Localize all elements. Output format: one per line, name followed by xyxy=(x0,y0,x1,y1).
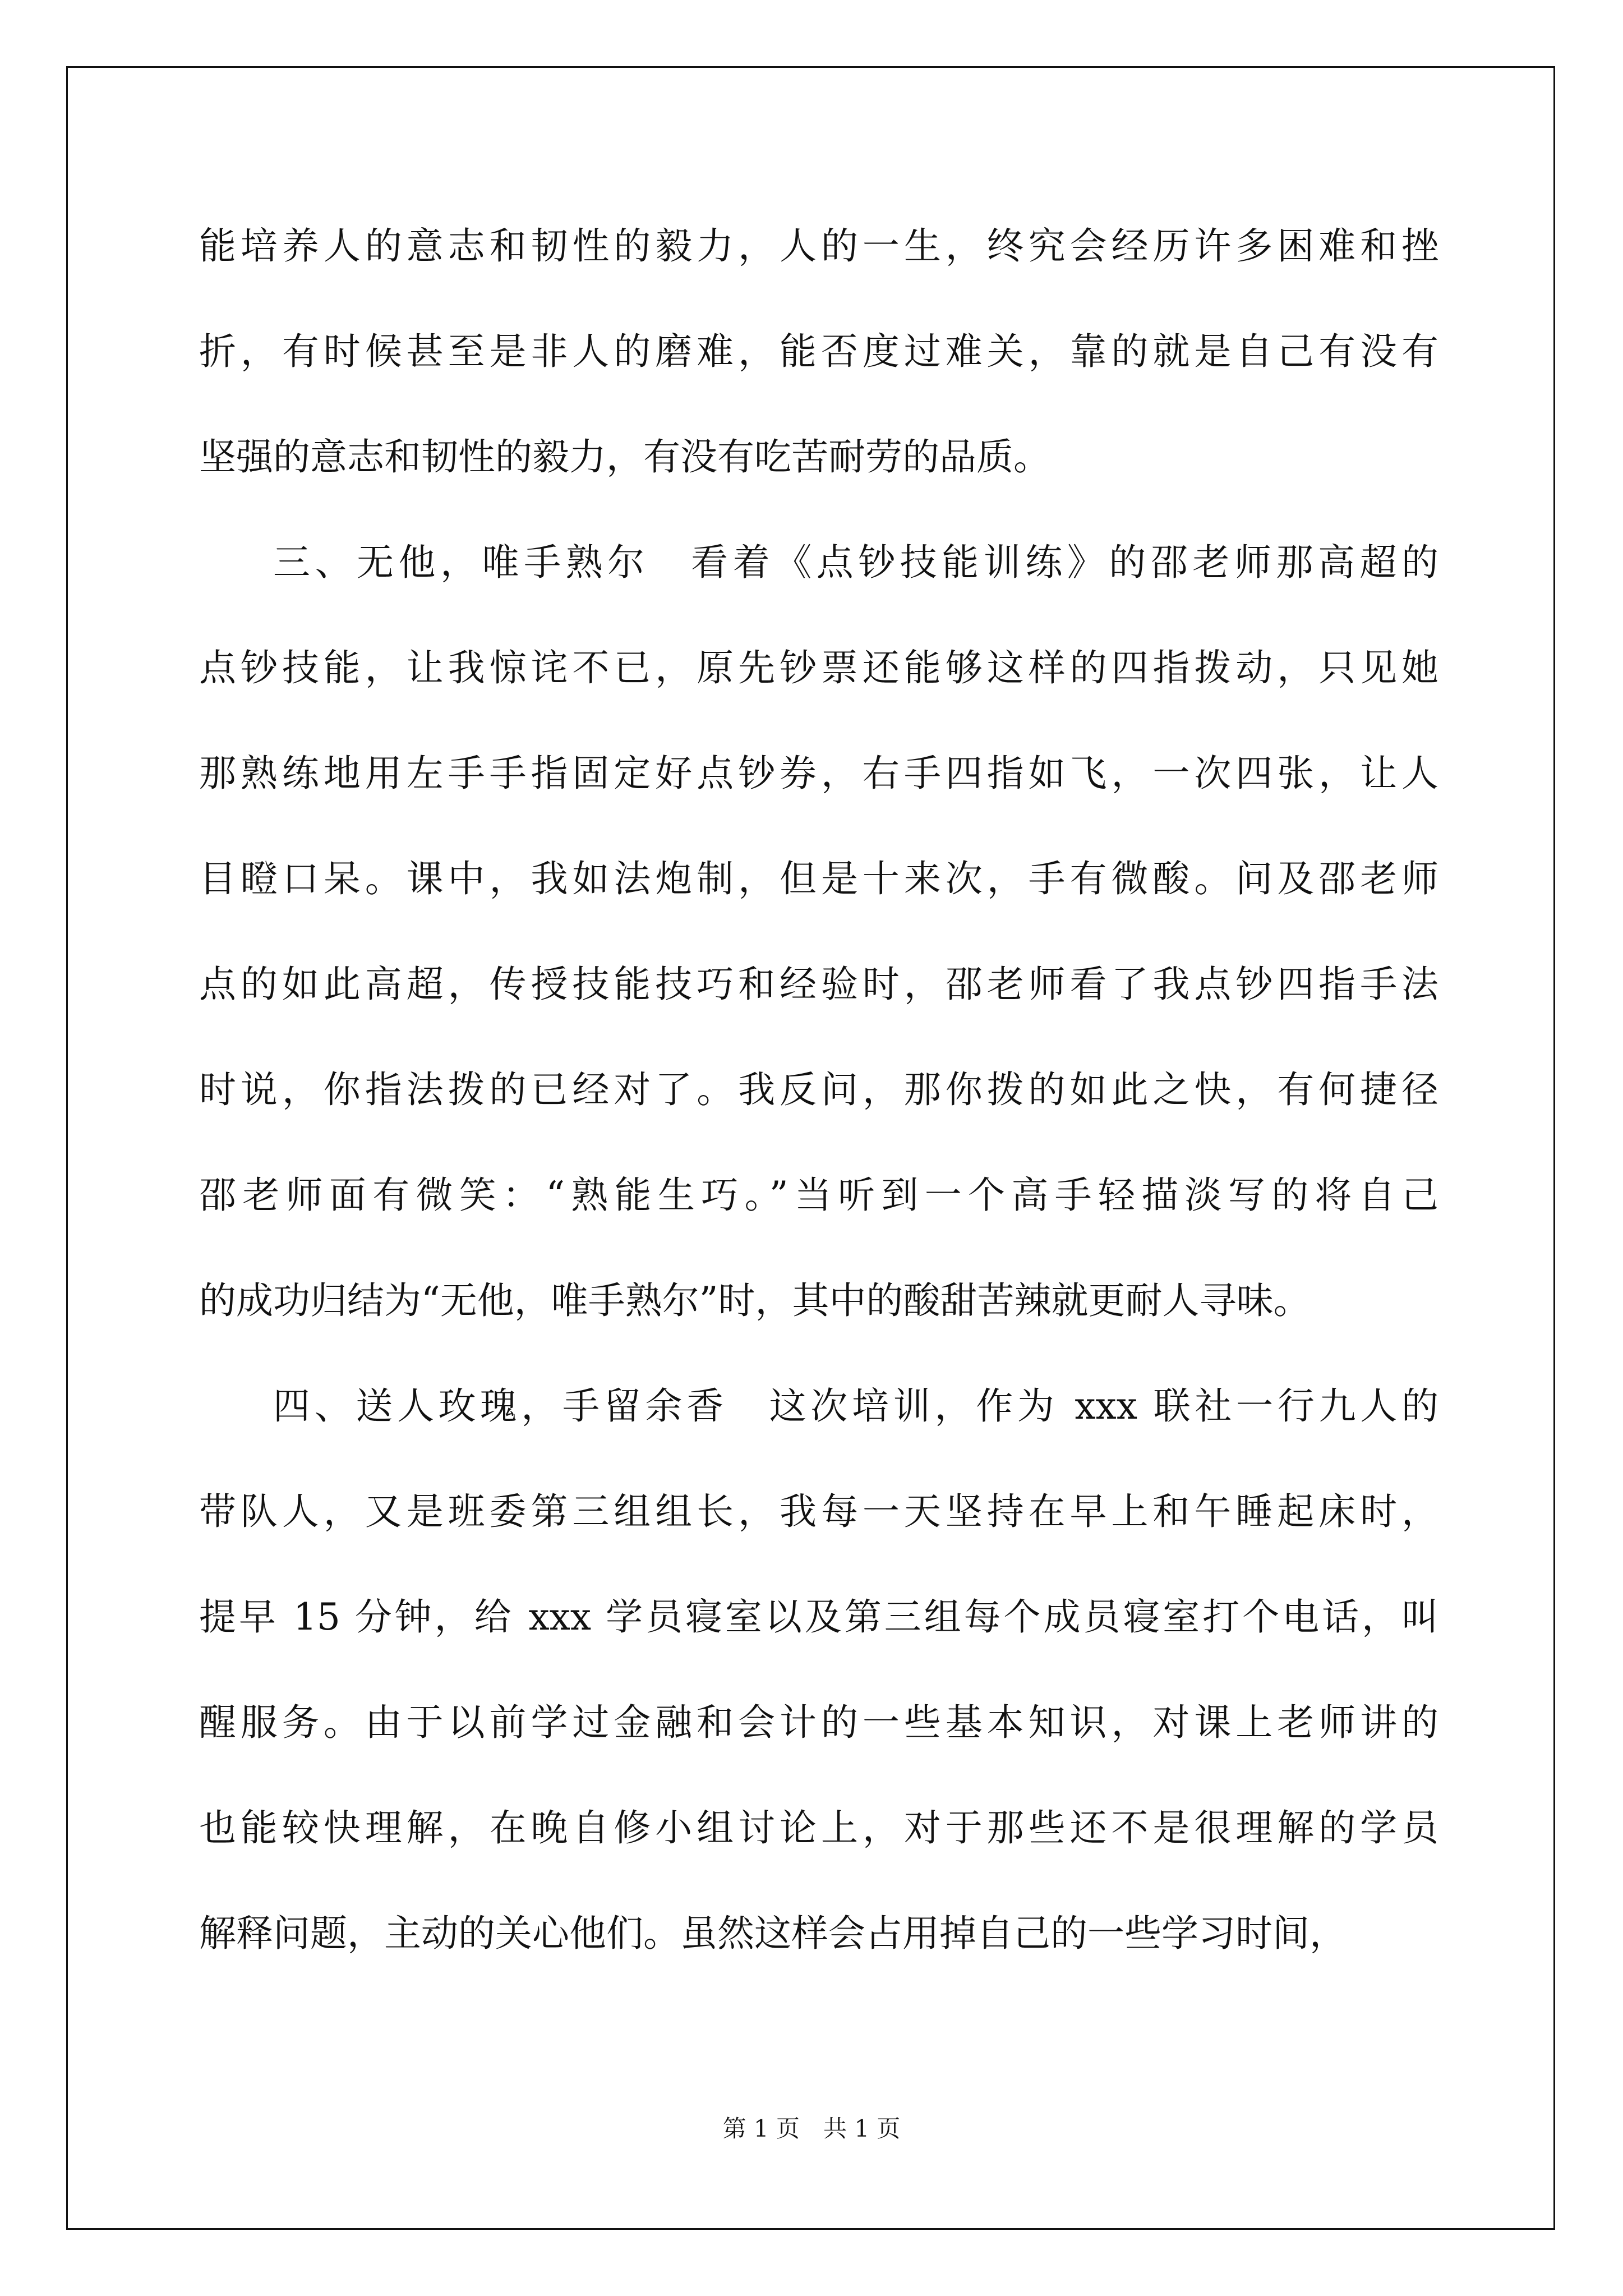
text-line: 点的如此高超，传授技能技巧和经验时，邵老师看了我点钞四指手法 xyxy=(199,963,1438,1006)
text-line: 点钞技能，让我惊诧不已，原先钞票还能够这样的四指拨动，只见她 xyxy=(199,646,1438,689)
text-line: 目瞪口呆。课中，我如法炮制，但是十来次，手有微酸。问及邵老师 xyxy=(199,857,1438,900)
text-line: 能培养人的意志和韧性的毅力，人的一生，终究会经历许多困难和挫 xyxy=(199,224,1438,268)
text-line: 的成功归结为“无他，唯手熟尔”时，其中的酸甜苦辣就更耐人寻味。 xyxy=(199,1279,1311,1322)
page-footer: 第 1 页 共 1 页 xyxy=(722,2115,901,2142)
text-line: 带队人，又是班委第三组组长，我每一天坚持在早上和午睡起床时， xyxy=(199,1490,1438,1533)
text-line: 三、无他，唯手熟尔 看着《点钞技能训练》的邵老师那高超的 xyxy=(273,541,1438,584)
text-line: 解释问题，主动的关心他们。虽然这样会占用掉自己的一些学习时间， xyxy=(199,1912,1347,1955)
paragraph xyxy=(199,510,1438,1354)
text-line: 坚强的意志和韧性的毅力，有没有吃苦耐劳的品质。 xyxy=(199,435,1050,478)
document-body xyxy=(199,194,1438,1986)
text-line: 折，有时候甚至是非人的磨难，能否度过难关，靠的就是自己有没有 xyxy=(199,330,1438,373)
text-line: 邵老师面有微笑：“熟能生巧。”当听到一个高手轻描淡写的将自己 xyxy=(199,1174,1438,1217)
text-line: 也能较快理解，在晚自修小组讨论上，对于那些还不是很理解的学员 xyxy=(199,1806,1438,1849)
text-line: 提早 15 分钟，给 xxx 学员寝室以及第三组每个成员寝室打个电话，叫 xyxy=(199,1595,1438,1639)
text-line: 醒服务。由于以前学过金融和会计的一些基本知识，对课上老师讲的 xyxy=(199,1701,1438,1744)
text-line: 那熟练地用左手手指固定好点钞券，右手四指如飞，一次四张，让人 xyxy=(199,752,1438,795)
text-line: 时说，你指法拨的已经对了。我反问，那你拨的如此之快，有何捷径 xyxy=(199,1068,1438,1111)
paragraph xyxy=(199,194,1438,510)
paragraph xyxy=(199,1354,1438,1986)
text-line: 四、送人玫瑰，手留余香 这次培训，作为 xxx 联社一行九人的 xyxy=(273,1384,1438,1428)
